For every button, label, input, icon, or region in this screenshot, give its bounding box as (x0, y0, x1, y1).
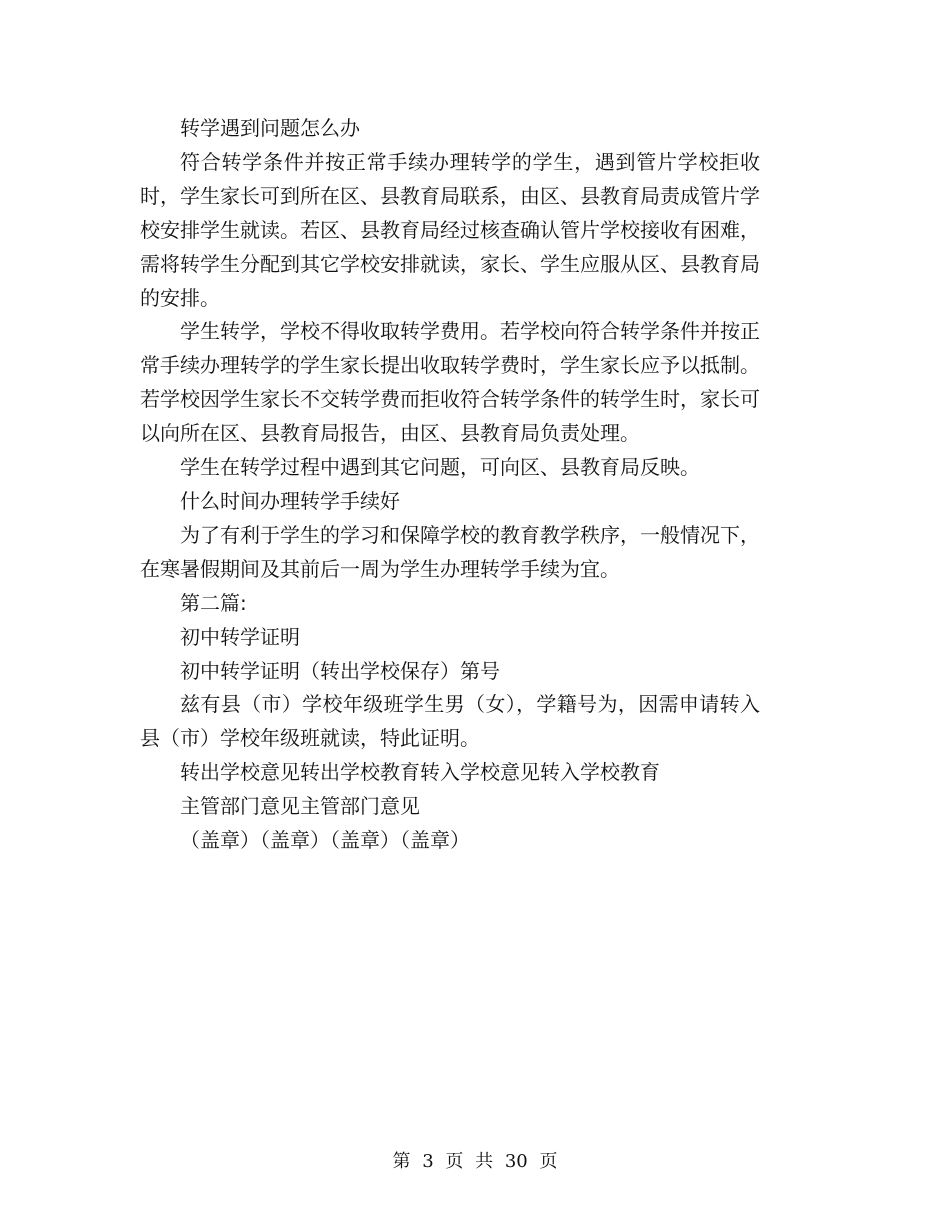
certificate-body: 兹有县（市）学校年级班学生男（女），学籍号为，因需申请转入县（市）学校年级班就读，特此证明。 (140, 692, 760, 751)
paragraph-transfer-timing: 为了有利于学生的学习和保障学校的教育教学秩序，一般情况下，在寒暑假期间及其前后一周为学生办理转学手续为宜。 (140, 522, 760, 581)
section-heading-part-two: 第二篇: (180, 590, 247, 615)
certificate-title: 初中转学证明 (180, 624, 300, 649)
paragraph-refusal-handling: 符合转学条件并按正常手续办理转学的学生，遇到管片学校拒收时，学生家长可到所在区、县教育局联系，由区、县教育局责成管片学校安排学生就读。若区、县教育局经过核查确认管片学校接收有困难，需将转学生分配到其它学校安排就读，家长、学生应服从区、县教育局的安排。 (140, 149, 760, 310)
paragraph-other-problems: 学生在转学过程中遇到其它问题，可向区、县教育局反映。 (180, 455, 700, 480)
certificate-seals-row: （盖章）（盖章）（盖章）（盖章） (180, 828, 470, 853)
page-footer: 第 3 页 共 30 页 (392, 1151, 558, 1172)
section-heading-transfer-timing: 什么时间办理转学手续好 (180, 488, 400, 513)
certificate-departments-row: 主管部门意见主管部门意见 (180, 794, 420, 819)
certificate-opinions-row: 转出学校意见转出学校教育转入学校意见转入学校教育 (180, 760, 660, 785)
paragraph-no-transfer-fee: 学生转学，学校不得收取转学费用。若学校向符合转学条件并按正常手续办理转学的学生家长提出收取转学费时，学生家长应予以抵制。若学校因学生家长不交转学费而拒收符合转学条件的转学生时，家长可以向所在区、县教育局报告，由区、县教育局负责处理。 (140, 319, 760, 446)
certificate-subtitle: 初中转学证明（转出学校保存）第号 (180, 658, 500, 683)
document-body (140, 112, 760, 858)
section-heading-transfer-problems: 转学遇到问题怎么办 (180, 116, 360, 140)
